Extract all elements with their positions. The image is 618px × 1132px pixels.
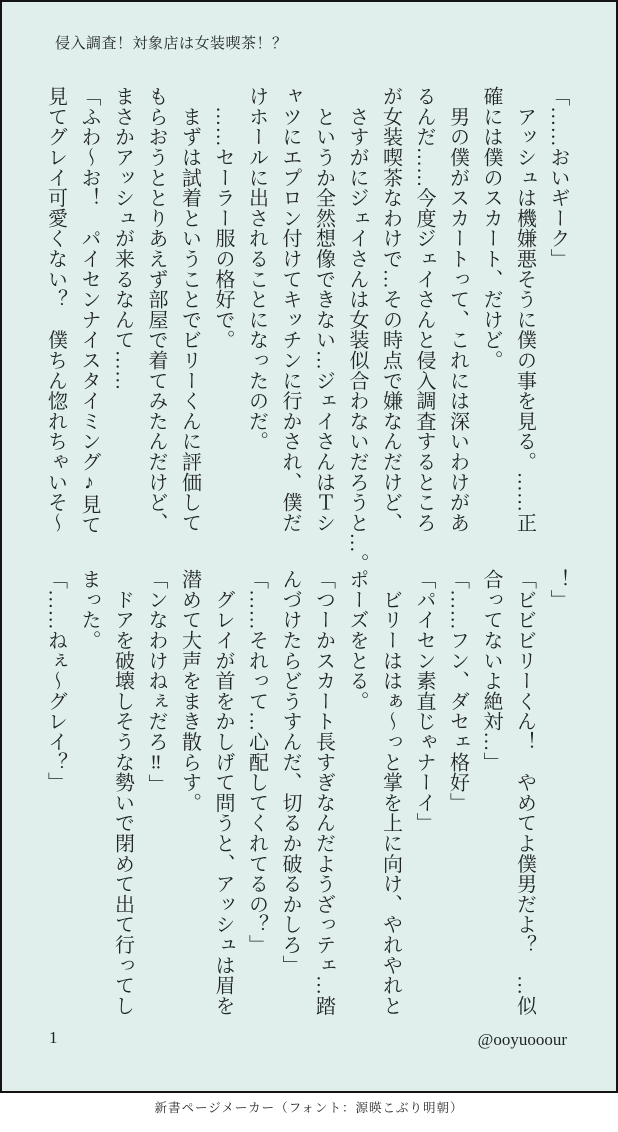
text-column: ……セーラー服の格好で。 bbox=[212, 86, 234, 350]
generator-caption: 新書ページメーカー（フォント：源暎こぶり明朝） bbox=[154, 1101, 464, 1115]
text-column: 男の僕がスカートって、これには深いわけがあ bbox=[446, 86, 469, 533]
text-column: ビリーははぁ〜っと掌を上に向け、やれやれと bbox=[379, 569, 402, 1016]
text-column: んづけたらどうすんだ、切るか破るかしろ」 bbox=[279, 569, 301, 975]
text-column: さすがにジェイさんは女装似合わないだろうと…。 bbox=[346, 86, 368, 574]
text-column: 「パイセン素直じゃナーイ」 bbox=[413, 569, 435, 833]
text-column: もらおうととりあえず部屋で着てみたんだけど、 bbox=[145, 86, 167, 533]
text-column: アッシュは機嫌悪そうに僕の事を見る。……正 bbox=[513, 86, 536, 533]
text-column: まった。 bbox=[78, 569, 100, 651]
page-number: 1 bbox=[49, 1028, 58, 1047]
text-column: まずは試着ということでビリーくんに評価して bbox=[178, 86, 201, 533]
text-column: ！」 bbox=[547, 569, 569, 610]
author-handle: @ooyuooour bbox=[477, 1030, 567, 1049]
text-column: ポーズをとる。 bbox=[346, 569, 368, 712]
text-column: 「……それって…心配してくれてるの？」 bbox=[245, 569, 268, 955]
text-column: ドアを破壊しそうな勢いで閉めて出て行ってし bbox=[111, 569, 134, 1016]
text-column: 「ンなわけねぇだろ‼」 bbox=[145, 569, 167, 795]
text-column: けホールに出されることになったのだ。 bbox=[245, 86, 268, 452]
upper-text-block bbox=[38, 86, 574, 573]
text-column: 合ってないよ絶対…」 bbox=[480, 569, 502, 772]
text-column: 「……フン、ダセェ格好」 bbox=[446, 569, 469, 813]
text-column: が女装喫茶なわけで…その時点で嫌なんだけど、 bbox=[379, 86, 402, 533]
text-column: グレイが首をかしげて問うと、アッシュは眉を bbox=[212, 569, 234, 1016]
text-column: 見てグレイ可愛くない？ 僕ちん惚れちゃいそ〜 bbox=[44, 86, 67, 533]
text-column: 「ビビビリーくん！ やめてよ僕男だよ？ …似 bbox=[513, 569, 536, 1016]
text-column: 「ふわ〜お！ パイセンナイスタイミング♪見て bbox=[78, 86, 100, 535]
text-column: 「つーかスカート長すぎなんだようざっテェ…踏 bbox=[312, 569, 335, 1016]
text-column: るんだ……今度ジェイさんと侵入調査するところ bbox=[413, 86, 435, 533]
text-column: 「……ねぇ〜グレイ？」 bbox=[44, 569, 67, 793]
text-column: 「……おいギーク」 bbox=[547, 86, 569, 269]
text-column: というか全然想像できない…ジェイさんはＴシ bbox=[312, 86, 335, 533]
text-column: ャツにエプロン付けてキッチンに行かされ、僕だ bbox=[279, 86, 301, 533]
text-column: 潜めて大声をまき散らす。 bbox=[178, 569, 201, 813]
page-title: 侵入調査！対象店は女装喫茶！？ bbox=[55, 36, 288, 52]
text-column: 確には僕のスカート、だけど。 bbox=[480, 86, 502, 371]
text-column: まさかアッシュが来るなんて…… bbox=[111, 86, 134, 391]
lower-text-block bbox=[38, 569, 574, 1016]
